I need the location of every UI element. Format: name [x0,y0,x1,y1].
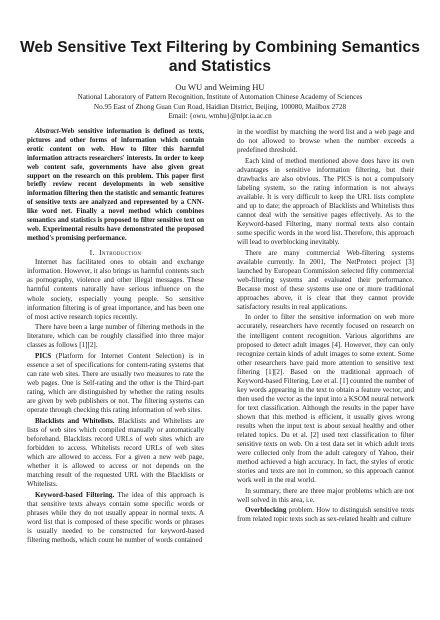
paper-affiliation [20,93,420,122]
abstract-label: Abstract- [35,128,62,135]
overblocking-paragraph [237,506,414,524]
blacklist-paragraph [27,417,204,489]
left-column [27,128,204,546]
body-paragraph: There are many commercial Web-filtering systems available currently. In 2001, The NetProtect project [3] launched by European Commission selected fifty commercial web-filtering systems and evaluated their performance. Because most of these systems use one or more traditional approaches above, it is clear that they cannot provide satisfactory results in real applications. [237,248,414,311]
body-paragraph: in the wordlist by matching the word list and a web page and do not allowed to browse when the number exceeds a predefined threshold. [237,128,414,155]
overblocking-lead: Overblocking [245,506,287,515]
body-paragraph: In summary, there are three major problems which are not well solved in this area, i.e. [237,486,414,504]
keyword-lead: Keyword-based Filtering. [35,490,115,499]
body-paragraph: In order to filter the sensitive information on web more accurately, researchers have recently focused on research on the intelligent content recognition. Various algorithms are proposed to detect adult images [4]. However, they can only recognize certain kinds of adult images to some extent. Some other researchers have paid more attention to sensitive text filtering [1][2]. Based on the traditional approach of Keyword-based Filtering, Lee et al. [1] counted the number of key words appearing in the text to obtain a feature vector, and then used the vector as the input into a KSOM neural network for text classification. Although the results in the paper have shown that this method is efficient, it usually gives wrong results when the input text is about sexual healthy and other related topics. Du et al. [2] used text classification to filter sensitive texts on web. On a test data set in which adult texts were collected only from the adult category of Yahoo, their method achieved a high accuracy. In fact, the styles of erotic stories and texts are not in common, so this approach cannot work well in the real world. [237,313,414,485]
affiliation-email: Email: {owu, wmhu}@nlpr.ia.ac.cn [168,112,272,120]
section-number: I. [89,247,95,257]
section-title: Introduction [99,247,142,257]
body-paragraph: There have been a large number of filtering methods in the literature, which can be roughly classified into three major classes as follows [1][2]. [27,323,204,350]
abstract [27,128,204,244]
section-heading [27,248,204,257]
abstract-text: Web sensitive information is defined as texts, pictures and other forms of information which contain erotic content on web. How to filter this harmful information attracts researchers' interests. In order to keep web content safe, governments have also given great support on the research on this problem. This paper first briefly review recent developments in web sensitive information filtering then the statistic and semantic features of sensitive texts are analyzed and represented by a CNN-like word net. Finally a novel method which combines semantics and statistics is proposed to filter sensitive text on web. Experimental results have demonstrated the proposed method's promising performance. [27,128,204,242]
pics-lead: PICS [35,351,52,360]
keyword-paragraph [27,491,204,545]
keyword-text: The idea of this approach is that sensitive texts always contain some specific words or phrases while they do not usually appear in normal texts. A word list that is composed of these specific words or phrases is usually needed to be constructed for keyword-based filtering methods, which count he number of words contained [27,490,204,544]
affiliation-line: National Laboratory of Pattern Recognition, Institute of Automation Chinese Academy of Sciences [77,93,363,101]
paper-title: Web Sensitive Text Filtering by Combining Semantics and Statistics [20,39,420,75]
affiliation-line: No.95 East of Zhong Guan Cun Road, Haidian District, Beijing, 100080, Mailbox 2728 [93,102,347,111]
paper-authors: Ou WU and Weiming HU [175,82,265,92]
pics-text: (Platform for Internet Content Selection) is in essence a set of specifications for content-rating systems that can rate web sites. There are usually two measures to rate the web pages. One is Self-rating and the other is the Third-part rating, which are distinguished by whether the rating results are given by web publishers or not. The filtering systems can operate through checking this rating information of web sites. [27,351,204,415]
blacklist-lead: Blacklists and Whitelists. [35,416,115,425]
pics-paragraph [27,352,204,415]
right-column [237,128,414,526]
body-paragraph: Internet has facilitated ones to obtain and exchange information. However, it also brings us harmful contents such as pornography, violence and other illegal messages. These harmful contents naturally have serious influence on the whole society, especially young people. So sensitive information filtering is of great importance, and has been one of most active research topics recently. [27,258,204,321]
body-paragraph: Each kind of method mentioned above does have its own advantages in sensitive information filtering, but their drawbacks are also obvious. The PICS is not a compulsory labeling system, so the rating information is not always available. It is very difficult to keep the URL lists complete and up to date; the approach of Blacklists and Whitelists thus cannot deal with the sensitive pages effectively. As to the Keyword-based Filtering, many normal texts also contain some specific words in the word list. Therefore, this approach will lead to overblocking inevitably. [237,156,414,247]
blacklist-text: Blacklists and Whitelists are lists of web sites which compiled manually or automatically beforehand. Blacklists record URLs of web sites which are forbidden to access. Whitelists record URLs of web sites which are allowed to access. For a given a new web page, whether it is allowed to access or not depends on the matching result of the requested URL with the Blacklists or Whitelists. [27,416,204,488]
overblocking-text: problem. How to distinguish sensitive texts from related topic texts such as sex-related health and culture [237,506,414,524]
